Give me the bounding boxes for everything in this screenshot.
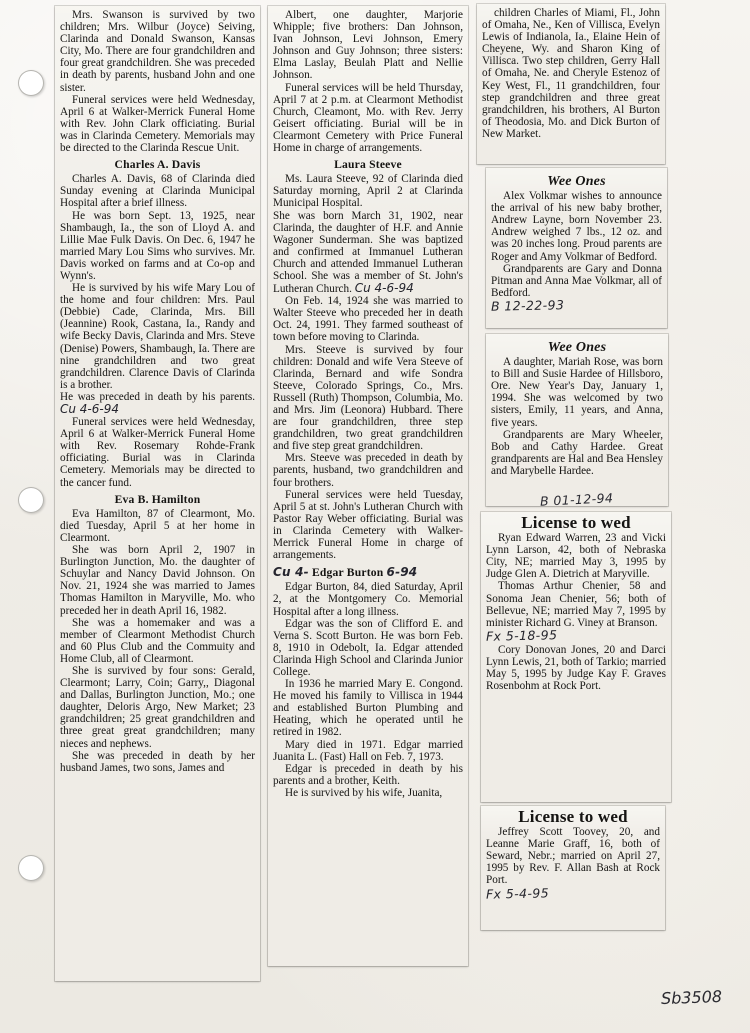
clipping-license-to-wed-2	[481, 806, 665, 930]
marriage-paragraph: Jeffrey Scott Toovey, 20, and Leanne Marie Graff, 16, both of Seward, Nebr.; married on April 27, 1995 by Rev. F. Allan Bash at Rock Port.	[486, 826, 660, 887]
obituary-paragraph: In 1936 he married Mary E. Congond. He moved his family to Villisca in 1944 and established Burton Plumbing and Heating, which he operated until he retired in 1982.	[273, 678, 463, 739]
obituary-paragraph: Mrs. Steeve was preceded in death by parents, husband, two grandchildren and four brothers.	[273, 452, 463, 489]
annotation-text: B 12-22-93	[490, 297, 565, 314]
obituary-paragraph: She was a homemaker and was a member of Clearmont Methodist Church and 60 Plus Club and the Commuity and Home Club, all of Clearmont.	[60, 616, 255, 665]
annotation-text: B 01-12-94	[539, 490, 614, 509]
obituary-paragraph: Edgar is preceded in death by his parents and a brother, Keith.	[273, 762, 463, 787]
handwritten-annotation: Cu 4-6-94	[60, 402, 119, 416]
binder-hole	[18, 487, 44, 513]
obituary-paragraph: Funeral services were held Tuesday, April 5 at st. John's Lutheran Church with Pastor Ray Weber officiating. Burial was in Clarinda Cemetery with Walker-Merrick Funeral Home in charge of arrangements.	[273, 488, 463, 562]
heading-text: Edgar Burton	[311, 566, 384, 580]
obituary-paragraph: Charles A. Davis, 68 of Clarinda died Sunday evening at Clarinda Municipal Hospital after a brief illness.	[60, 173, 255, 210]
annotation-text: Fx 5-18-95	[485, 627, 558, 644]
marriage-paragraph: Cory Donovan Jones, 20 and Darci Lynn Lewis, 21, both of Tarkio; married May 5, 1995 by Judge Kay F. Graves Rosenbohm at Rock Port.	[486, 643, 666, 693]
obituary-text: He was preceded in death by his parents.	[60, 390, 255, 403]
obituary-paragraph: She was born April 2, 1907 in Burlington Junction, Mo. the daughter of Schuylar and Nancy David Johnson. On Nov. 21, 1924 she was married to James Thomas Hamilton in Maryville, Mo. who preceded her in death April 16, 1982.	[60, 544, 255, 617]
clipping-wee-ones-volkmar	[486, 168, 667, 328]
obituary-paragraph	[273, 210, 463, 296]
obituary-heading-eva-hamilton: Eva B. Hamilton	[114, 492, 201, 506]
obituary-paragraph: Edgar Burton, 84, died Saturday, April 2, at the Montgomery Co. Memorial Hospital after a long illness.	[273, 581, 463, 618]
obituary-paragraph: Albert, one daughter, Marjorie Whipple; five brothers: Dan Johnson, Ivan Johnson, Levi Johnson, Emery Johnson and Guy Johnson; three sisters: Elma Laslay, Beulah Platt and Nellie Johnson.	[273, 9, 463, 82]
obituary-paragraph: Eva Hamilton, 87 of Clearmont, Mo. died Tuesday, April 5 at her home in Clearmont.	[60, 507, 255, 544]
obituary-paragraph: Mary died in 1971. Edgar married Juanita L. (Fast) Hall on Feb. 7, 1973.	[273, 738, 463, 763]
obituary-paragraph: He is survived by his wife Mary Lou of the home and four children: Mrs. Paul (Debbie) Cade, Clarinda, Mrs. Bill (Jeannine) Rook, Castana, Ia., Randy and wife Becky Davis, Clarinda and Mrs. Steve (Denise) Powers, Shambaugh, Ia. There are nine grandchildren and two great grandchildren. Clarence Davis of Clarinda is a brother.	[60, 282, 255, 391]
section-heading-license-to-wed: License to wed	[518, 807, 628, 826]
marriage-paragraph: Thomas Arthur Chenier, 58 and Sonoma Jean Chenier, 56; both of Bellevue, NE; married May 7, 1995 by minister Richard G. Viney at Branson.	[486, 580, 666, 629]
page-code: Sb3508	[660, 986, 723, 1009]
annotation-text: Fx 5-4-95	[485, 884, 550, 902]
binder-hole	[18, 855, 44, 881]
obituary-heading-edgar-burton	[273, 566, 463, 579]
handwritten-annotation: Cu 4-	[273, 565, 309, 580]
handwritten-annotation: 6-94	[386, 565, 418, 580]
obituary-heading-laura-steeve: Laura Steeve	[334, 158, 402, 172]
obituary-paragraph	[60, 391, 255, 416]
section-heading-wee-ones: Wee Ones	[547, 340, 607, 355]
obituary-paragraph: Funeral services will be held Thursday, April 7 at 2 p.m. at Clearmont Methodist Church, Cleamont, Mo. with Rev. Jerry Geisert officiating. Burial will be in Clearmont Cemetery with Price Funeral Home in charge of arrangements.	[273, 81, 463, 155]
obituary-paragraph: Mrs. Steeve is survived by four children: Donald and wife Vera Steeve of Clarinda, Bernard and wife Sondra Steeve, Colorado Springs, Co., Mrs. Russell (Ruth) Thompson, Columbia, Mo. and Mrs. Jim (Leonora) Hubbard. There are four grandchildren, three step grandchildren, two great grandchildren and five step great grandchildren.	[273, 343, 463, 453]
handwritten-annotation	[485, 884, 660, 902]
handwritten-annotation-hardee	[540, 491, 614, 509]
obituary-paragraph: Ms. Laura Steeve, 92 of Clarinda died Saturday morning, April 2 at Clarinda Municipal Hospital.	[273, 173, 463, 210]
birth-paragraph: A daughter, Mariah Rose, was born to Bill and Susie Hardee of Hillsboro, Ore. New Year's Day, January 1, 1994. She was welcomed by two sisters, Emily, 11 years, and Anna, five years.	[491, 356, 663, 429]
handwritten-annotation: Cu 4-6-94	[354, 281, 414, 296]
birth-paragraph: Alex Volkmar wishes to announce the arrival of his new baby brother, Andrew Layne, born November 23. Andrew weighed 7 lbs., 12 oz. and was 20 inches long. Proud parents are Roger and Amy Volkmar of Bedford.	[491, 190, 662, 263]
obituary-heading-charles-davis: Charles A. Davis	[114, 158, 201, 172]
obituary-paragraph: Mrs. Swanson is survived by two children; Mrs. Wilbur (Joyce) Seiving, Clarinda and Donald Swanson, Kansas City, Mo. There are four grandchildren and four great grandchildren. She was preceded in death by parents, husband John and one sister.	[60, 9, 255, 94]
clipping-burton-continued	[477, 4, 665, 164]
obituary-paragraph: He is survived by his wife, Juanita,	[285, 786, 443, 799]
obituary-paragraph: She was preceded in death by her husband James, two sons, James and	[60, 749, 255, 774]
clipping-column-2	[268, 6, 468, 966]
obituary-paragraph: Funeral services were held Wednesday, April 6 at Walker-Merrick Funeral Home with Rev. John Clark officiating. Burial was in Clarinda Cemetery. Memorials may be directed to the Clarinda Rescue Unit.	[60, 93, 255, 155]
clipping-column-1	[55, 6, 260, 981]
section-heading-license-to-wed: License to wed	[521, 513, 631, 532]
handwritten-annotation	[490, 297, 662, 314]
section-heading-wee-ones: Wee Ones	[547, 174, 606, 189]
obituary-paragraph: children Charles of Miami, Fl., John of Omaha, Ne., Ken of Villisca, Evelyn Lewis of Indianola, Ia., Elaine Hein of Cheyene, Wy. and Sharon King of Villisca. Two step children, Gerry Hall of Omaha, Ne. and Cheryle Estenoz of Key West, Fl., 11 grandchildren, four step grandchildren and three great grandchildren, his brothers, Al Burton of Theodosia, Mo. and Dick Burton of New Market.	[482, 7, 660, 140]
handwritten-annotation	[485, 627, 666, 644]
clipping-license-to-wed-1	[481, 512, 671, 802]
obituary-paragraph: Funeral services were held Wednesday, April 6 at Walker-Merrick Funeral Home with Rev. Rosemary Rohde-Frank officiating. Burial was in Clarinda Cemetery. Memorials may be directed to the cancer fund.	[60, 416, 255, 489]
birth-paragraph: Grandparents are Mary Wheeler, Bob and Cathy Hardee. Great grandparents are Hal and Bea Hensley and Marybelle Hardee.	[491, 428, 663, 477]
marriage-paragraph: Ryan Edward Warren, 23 and Vicki Lynn Larson, 42, both of Nebraska City, NE; married May 3, 1995 by Judge Glen A. Dietrich at Maryville.	[486, 532, 666, 581]
birth-paragraph: Grandparents are Gary and Donna Pitman and Anna Mae Volkmar, all of Bedford.	[491, 262, 662, 299]
obituary-paragraph: She is survived by four sons: Gerald, Clearmont; Larry, Coin; Garry,, Diagonal and Dallas, Burlington Junction, Mo.; one daughter, Deloris Argo, New Market; 23 grandchildren; 25 great grandchildren and three great great grandchildren; many nieces and nephews.	[60, 664, 255, 750]
binder-hole	[18, 70, 44, 96]
obituary-paragraph: On Feb. 14, 1924 she was married to Walter Steeve who preceded her in death Oct. 24, 1991. They farmed southeast of town before moving to Clarinda.	[273, 295, 463, 344]
obituary-paragraph: He was born Sept. 13, 1925, near Shambaugh, Ia., the son of Lloyd A. and Lillie Mae Fulk Davis. On Dec. 6, 1947 he married Mary Lou Sims who survives. Mr. Davis worked on farms and at Co-op and Wynn's.	[60, 209, 255, 282]
obituary-text: She was born March 31, 1902, near Clarinda, the daughter of H.F. and Annie Wagoner Sunderman. She was baptized and confirmed at Immanuel Lutheran Church and attended Immanuel Lutheran School. She was a member of St. John's Lutheran Church.	[273, 209, 463, 296]
clipping-wee-ones-hardee	[486, 334, 668, 509]
obituary-paragraph: Edgar was the son of Clifford E. and Verna S. Scott Burton. He was born Feb. 8, 1910 in Odebolt, Ia. Edgar attended Clarinda High School and Clarinda Junior College.	[273, 617, 463, 678]
